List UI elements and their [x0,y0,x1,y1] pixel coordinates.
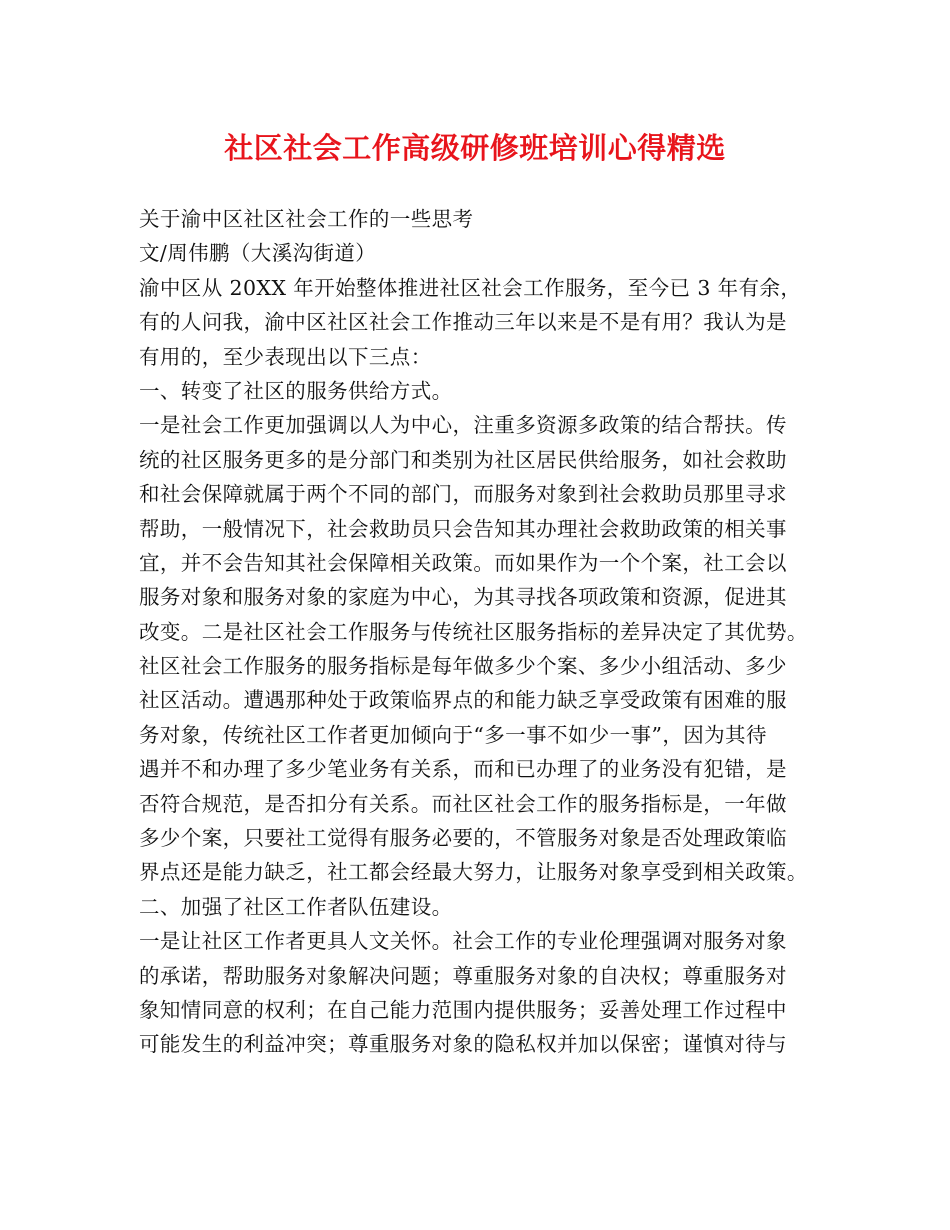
text-line: 的承诺，帮助服务对象解决问题；尊重服务对象的自决权；尊重服务对 [139,963,787,988]
text-line: 一是社会工作更加强调以人为中心，注重多资源多政策的结合帮扶。传 [139,413,787,438]
text-line: 帮助，一般情况下，社会救助员只会告知其办理社会救助政策的相关事 [139,516,787,541]
text-line: 有用的，至少表现出以下三点： [139,344,432,369]
text-line: 二、加强了社区工作者队伍建设。 [139,894,453,919]
text-line: 象知情同意的权利；在自己能力范围内提供服务；妥善处理工作过程中 [139,997,787,1022]
document-body [139,202,819,1062]
text-line: 宜，并不会告知其社会保障相关政策。而如果作为一个个案，社工会以 [139,550,787,575]
document-title: 社区社会工作高级研修班培训心得精选 [224,131,726,165]
text-line: 一是让社区工作者更具人文关怀。社会工作的专业伦理强调对服务对象 [139,929,787,954]
text-line: 和社会保障就属于两个不同的部门，而服务对象到社会救助员那里寻求 [139,482,787,507]
text-line: 务对象，传统社区工作者更加倾向于“多一事不如少一事”，因为其待 [139,722,767,747]
text-line: 多少个案，只要社工觉得有服务必要的，不管服务对象是否处理政策临 [139,826,787,851]
text-line: 服务对象和服务对象的家庭为中心，为其寻找各项政策和资源，促进其 [139,585,787,610]
text-line: 渝中区从 20XX 年开始整体推进社区社会工作服务，至今已 3 年有余， [139,275,802,300]
text-line: 可能发生的利益冲突；尊重服务对象的隐私权并加以保密；谨慎对待与 [139,1032,787,1057]
text-line: 文/周伟鹏（大溪沟街道） [139,241,377,266]
text-line: 统的社区服务更多的是分部门和类别为社区居民供给服务，如社会救助 [139,447,787,472]
text-line: 关于渝中区社区社会工作的一些思考 [139,207,474,231]
text-line: 一、转变了社区的服务供给方式。 [139,378,453,403]
text-line: 界点还是能力缺乏，社工都会经最大努力，让服务对象享受到相关政策。 [139,860,808,885]
text-line: 改变。二是社区社会工作服务与传统社区服务指标的差异决定了其优势。 [139,619,808,644]
text-line: 社区社会工作服务的服务指标是每年做多少个案、多少小组活动、多少 [139,654,787,679]
text-line: 否符合规范，是否扣分有关系。而社区社会工作的服务指标是，一年做 [139,791,787,816]
text-line: 社区活动。遭遇那种处于政策临界点的和能力缺乏享受政策有困难的服 [139,688,787,713]
text-line: 遇并不和办理了多少笔业务有关系，而和已办理了的业务没有犯错，是 [139,757,787,782]
text-line: 有的人问我，渝中区社区社会工作推动三年以来是不是有用？我认为是 [139,310,787,335]
